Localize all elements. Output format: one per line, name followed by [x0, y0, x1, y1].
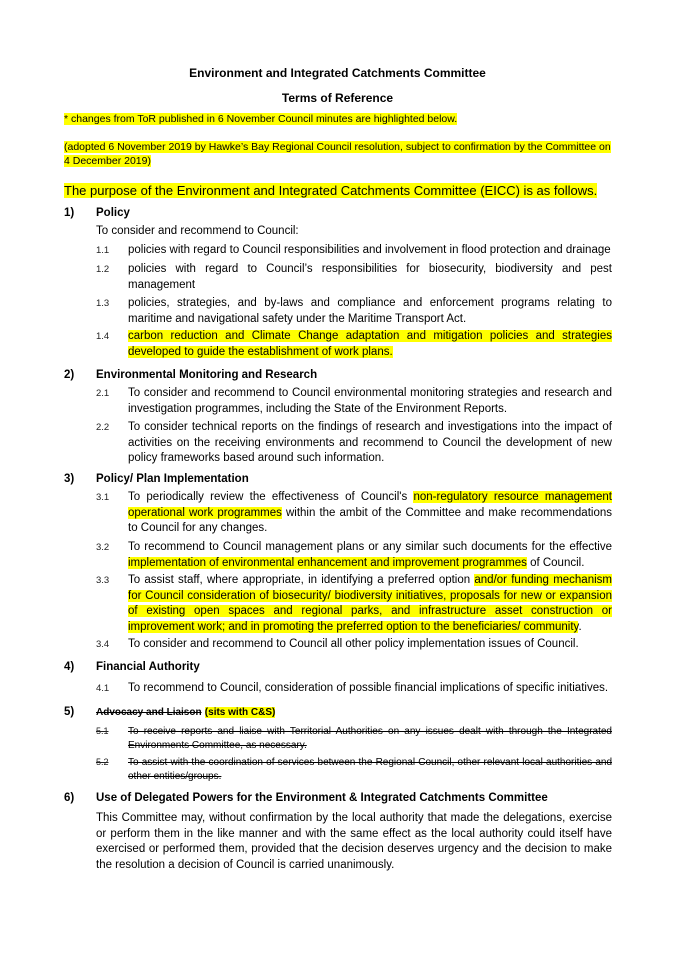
item-number: 1.2	[96, 264, 110, 275]
list-item	[96, 756, 612, 783]
highlighted-text: (sits with C&S)	[204, 707, 276, 718]
section-number: 5)	[64, 706, 75, 718]
item-number: 2.2	[96, 422, 110, 433]
item-number: 2.1	[96, 388, 110, 399]
section-title: Policy/ Plan Implementation	[96, 473, 249, 485]
list-item	[96, 420, 612, 467]
item-number: 3.4	[96, 639, 110, 650]
item-text-part: within the ambit of the Committee and make recommendations to Council for any changes.	[128, 506, 612, 534]
list-item	[96, 637, 612, 653]
highlighted-text: carbon reduction and Climate Change adaptation and mitigation policies and strategies developed to guide the establishment of work plans.	[128, 330, 612, 358]
purpose-statement	[64, 182, 597, 199]
item-text: policies with regard to Council’s responsibilities for biosecurity, biodiversity and pest management	[128, 263, 612, 291]
item-number: 1.1	[96, 245, 110, 256]
item-text-part: To assist staff, where appropriate, in identifying a preferred option	[128, 574, 475, 586]
item-text: To recommend to Council, consideration of possible financial implications of specific initiatives.	[128, 682, 609, 694]
list-item	[96, 681, 612, 697]
list-item	[96, 725, 612, 752]
item-number: 3.1	[96, 492, 110, 503]
item-text: To consider and recommend to Council environmental monitoring strategies and research and investigation programmes, including the State of the Environment Reports.	[128, 387, 612, 415]
list-item	[96, 329, 612, 360]
list-item	[96, 540, 612, 571]
list-item	[96, 262, 612, 293]
changes-note	[64, 112, 614, 126]
item-text: policies, strategies, and by-laws and compliance and enforcement programs relating to maritime and navigational safety under the Maritime Transport Act.	[128, 297, 612, 325]
section-title: Policy	[96, 207, 130, 219]
section-number: 3)	[64, 473, 75, 485]
adopted-note	[64, 140, 614, 168]
section-number: 1)	[64, 207, 75, 219]
section-body: This Committee may, without confirmation by the local authority that made the delegations, exercise or perform them in the like manner and with the same effect as the local authority could itself have exercised or performed them, provided that the decision deserves urgency and the decision to make the resolution a decision of Council is carried unanimously.	[96, 812, 612, 871]
item-number: 3.3	[96, 575, 110, 586]
item-text: To assist with the coordination of services between the Regional Council, other relevant local authorities and other entities/groups.	[128, 757, 612, 782]
highlighted-text: and/or funding mechanism for Council consideration of biosecurity/ biodiversity initiatives, proposals for new or expansion of existing open spaces and regional parks, and infrastructure asset construction or improvement work; and in promoting the preferred option to the beneficiaries/ community	[128, 574, 612, 633]
section-number: 6)	[64, 792, 75, 804]
document-subtitle: Terms of Reference	[281, 91, 394, 105]
section-intro: To consider and recommend to Council:	[96, 225, 299, 237]
section-number: 4)	[64, 661, 75, 673]
item-text-part: of Council.	[526, 556, 585, 569]
section-number: 2)	[64, 369, 75, 381]
highlighted-text: non-regulatory resource management operational work programmes	[128, 491, 612, 519]
item-number: 3.2	[96, 542, 110, 553]
purpose-text: The purpose of the Environment and Integrated Catchments Committee (EICC) is as follows.	[64, 183, 598, 198]
list-item	[96, 386, 612, 417]
item-number: 5.1	[96, 726, 109, 736]
item-text	[128, 540, 612, 571]
item-text: To receive reports and liaise with Territorial Authorities on any issues dealt with through the Integrated Environments Committee, as necessary.	[128, 726, 612, 751]
list-item	[96, 296, 612, 327]
adopted-note-text: (adopted 6 November 2019 by Hawke’s Bay Regional Council resolution, subject to confirmation by the Committee on 4 December 2019)	[64, 141, 611, 167]
list-item	[96, 573, 612, 635]
item-text	[128, 329, 612, 360]
item-text	[128, 573, 612, 635]
struck-title: Advocacy and Liaison	[96, 707, 202, 718]
highlighted-text: implementation of environmental enhancement and improvement programmes	[128, 556, 527, 569]
item-text-part: To periodically review the effectiveness of Council's	[128, 491, 414, 503]
changes-note-text: * changes from ToR published in 6 November Council minutes are highlighted below.	[64, 113, 458, 125]
item-number: 5.2	[96, 757, 109, 767]
item-text: policies with regard to Council responsibilities and involvement in flood protection and drainage	[128, 244, 611, 256]
item-text: To consider technical reports on the findings of research and investigations into the impact of activities on the receiving environments and recommend to Council the development of new policy frameworks based around such information.	[128, 421, 612, 464]
item-text	[128, 490, 612, 537]
section-title: Financial Authority	[96, 661, 200, 673]
item-text-part: .	[578, 620, 582, 633]
section-title	[96, 705, 275, 720]
document-title: Environment and Integrated Catchments Committee	[189, 66, 486, 80]
item-text-part: To recommend to Council management plans or any similar such documents for the effective	[128, 541, 612, 553]
item-number: 4.1	[96, 683, 110, 694]
item-text: To consider and recommend to Council all other policy implementation issues of Council.	[128, 638, 579, 650]
list-item	[96, 243, 612, 259]
list-item	[96, 490, 612, 537]
section-title: Environmental Monitoring and Research	[96, 369, 318, 381]
section-title: Use of Delegated Powers for the Environment & Integrated Catchments Committee	[96, 792, 548, 804]
item-number: 1.4	[96, 331, 110, 342]
item-number: 1.3	[96, 298, 110, 309]
